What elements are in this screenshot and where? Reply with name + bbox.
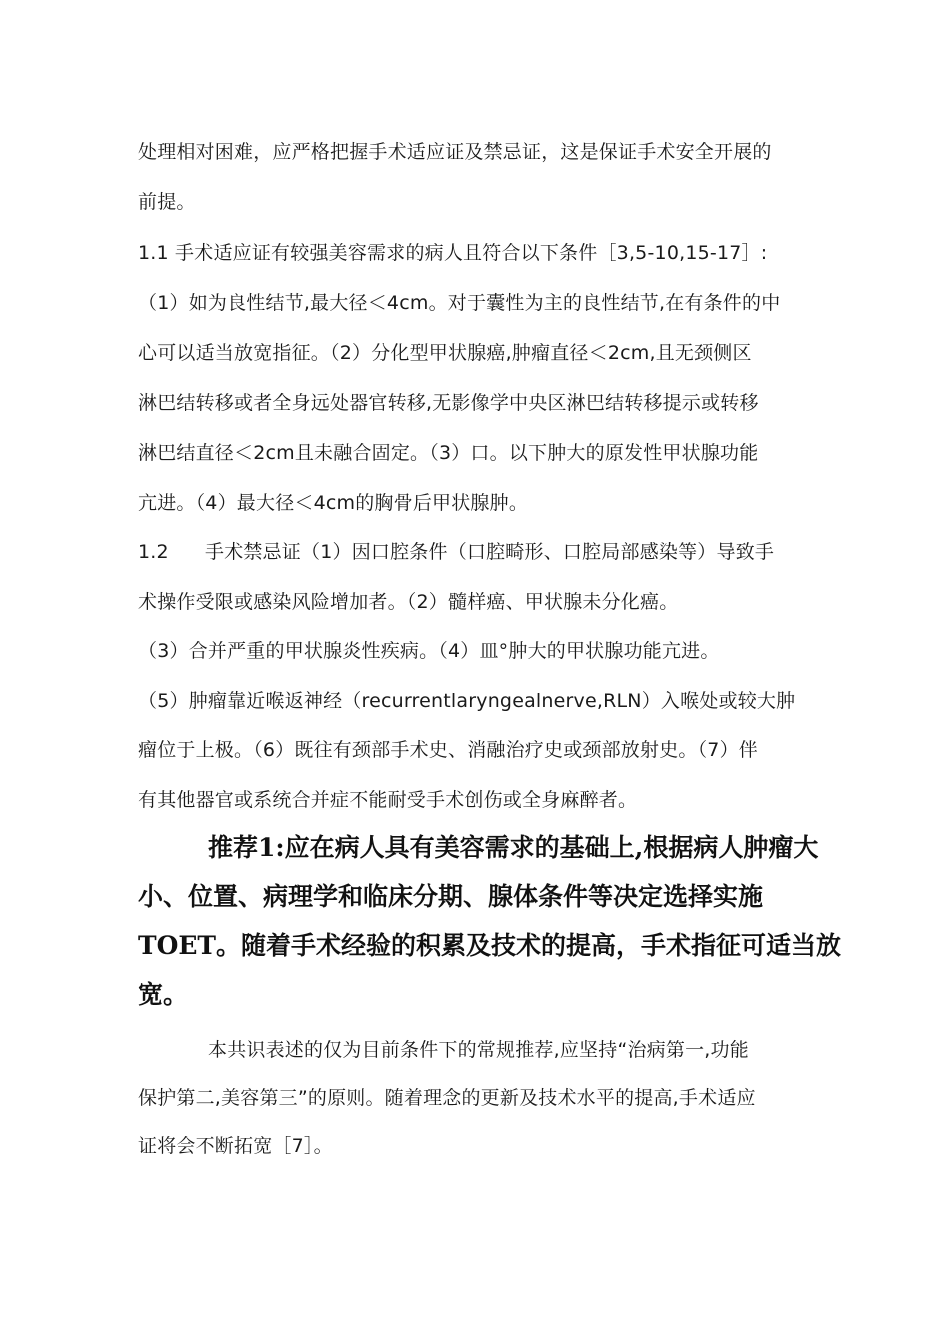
closing-line-2: 保护第二,美容第三”的原则。随着理念的更新及技术水平的提高,手术适应 — [138, 1087, 756, 1109]
closing-line-1: 本共识表述的仅为目前条件下的常规推荐,应坚持“治病第一,功能 — [208, 1039, 749, 1061]
section-1-1-heading: 1.1 手术适应证有较强美容需求的病人且符合以下条件［3,5-10,15-17］: — [138, 242, 768, 264]
section-1-2-number: 1.2 — [138, 541, 169, 563]
recommendation-line-2: 小、位置、病理学和临床分期、腺体条件等决定选择实施 — [138, 882, 764, 911]
section-1-2-line-3: （3）合并严重的甲状腺炎性疾病。（4）皿°肿大的甲状腺功能亢进。 — [138, 640, 720, 662]
section-1-1-line-2: 心可以适当放宽指征。（2）分化型甲状腺癌,肿瘤直径＜2cm,且无颈侧区 — [138, 342, 752, 364]
section-1-1-line-3: 淋巴结转移或者全身远处器官转移,无影像学中央区淋巴结转移提示或转移 — [138, 392, 759, 414]
section-1-2-line-2: 术操作受限或感染风险增加者。（2）髓样癌、甲状腺未分化癌。 — [138, 591, 679, 613]
section-1-2-line-5: 瘤位于上极。（6）既往有颈部手术史、消融治疗史或颈部放射史。（7）伴 — [138, 739, 758, 761]
closing-line-3: 证将会不断拓宽［7］。 — [138, 1135, 333, 1157]
section-1-2-line-1: 手术禁忌证（1）因口腔条件（口腔畸形、口腔局部感染等）导致手 — [205, 541, 775, 563]
intro-line-1: 处理相对困难，应严格把握手术适应证及禁忌证，这是保证手术安全开展的 — [138, 141, 772, 163]
section-1-2-line-4: （5）肿瘤靠近喉返神经（recurrentlaryngealnerve,RLN）入喉处或较大肿 — [138, 690, 796, 712]
section-1-1-line-1: （1）如为良性结节,最大径＜4cm。对于囊性为主的良性结节,在有条件的中 — [138, 292, 781, 314]
section-1-1-line-5: 亢进。（4）最大径＜4cm的胸骨后甲状腺肿。 — [138, 492, 529, 514]
section-1-1-line-4: 淋巴结直径＜2cm且未融合固定。（3）口。以下肿大的原发性甲状腺功能 — [138, 442, 759, 464]
recommendation-line-1: 推荐1:应在病人具有美容需求的基础上,根据病人肿瘤大 — [208, 833, 819, 862]
recommendation-line-3: TOET。随着手术经验的积累及技术的提高，手术指征可适当放 — [138, 931, 842, 960]
recommendation-line-4: 宽。 — [138, 980, 189, 1009]
section-1-2-line-6: 有其他器官或系统合并症不能耐受手术创伤或全身麻醉者。 — [138, 789, 638, 811]
intro-line-2: 前提。 — [138, 191, 196, 213]
